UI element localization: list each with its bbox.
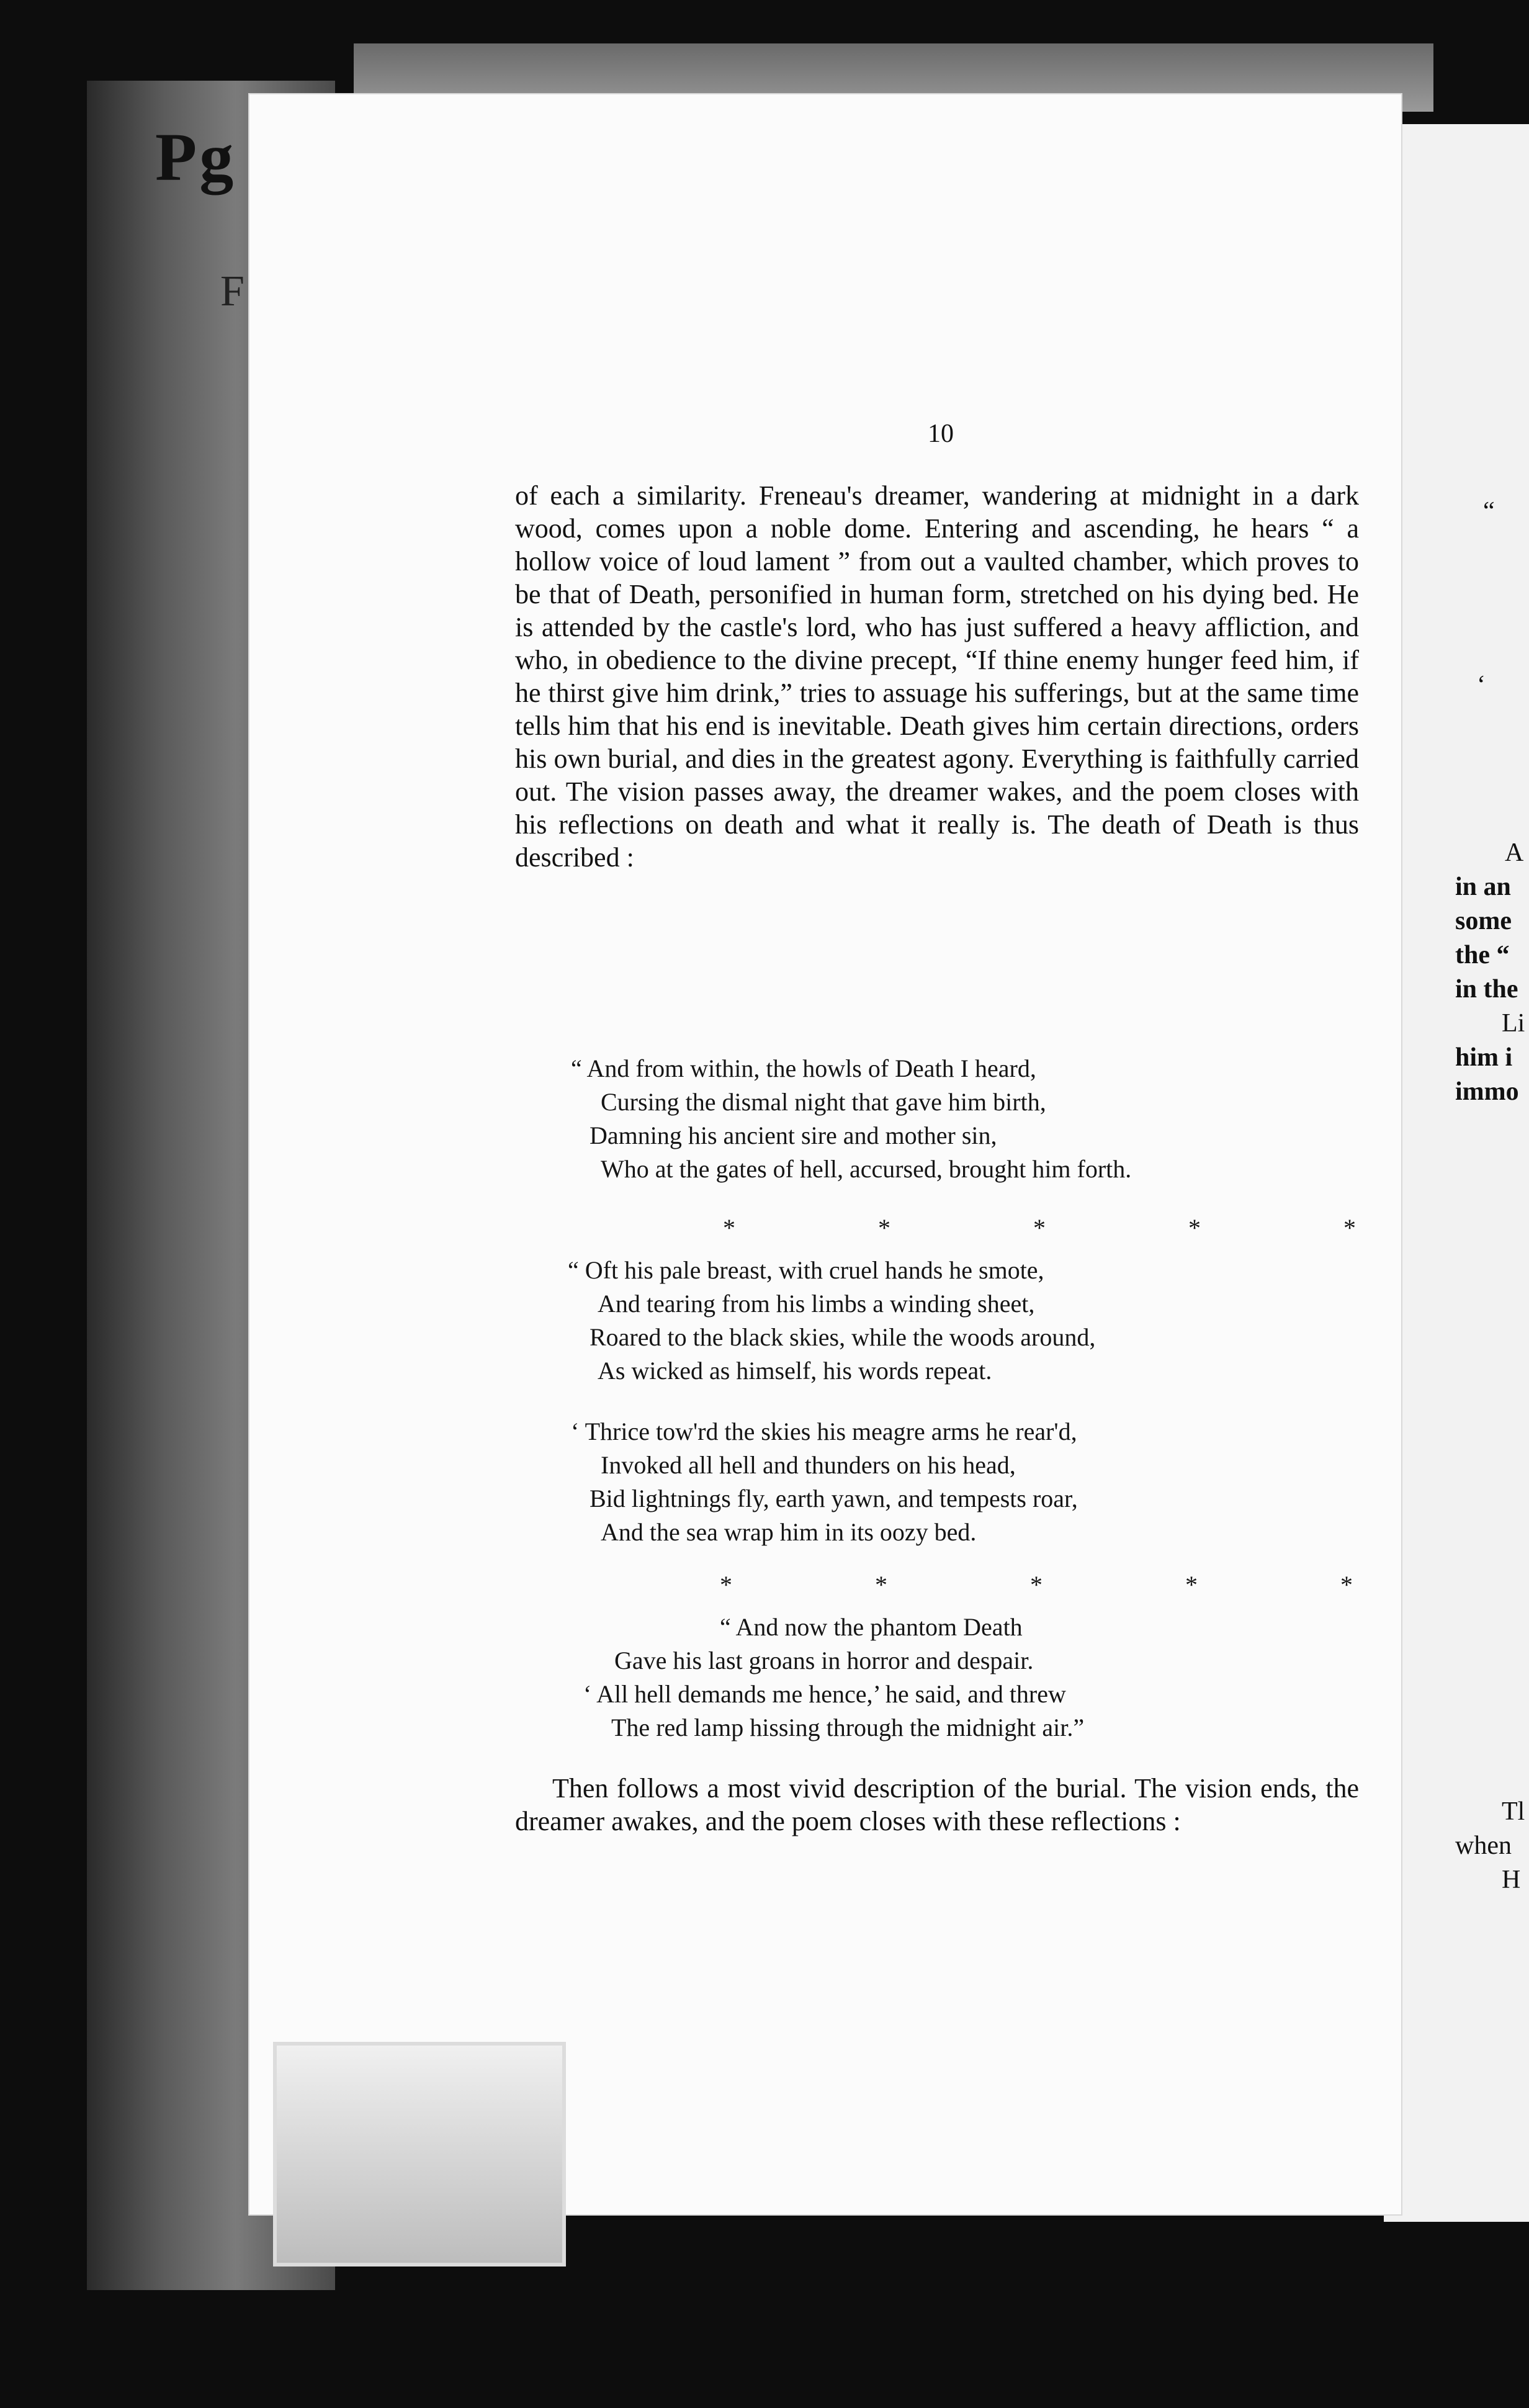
verse-line: Invoked all hell and thunders on his head, — [601, 1451, 1016, 1479]
page-number: 10 — [928, 420, 954, 448]
adjacent-fragment: H — [1502, 1866, 1521, 1894]
paragraph-1-text: of each a similarity. Freneau's dreamer, wandering at midnight in a dark wood, comes upon a noble dome. Entering and ascending, he hears “ a hollow voice of loud lament ” from out a vaulted chamber, which proves to be that of Death, personified in human form, stretched on his dying bed. He is attended by the castle's lord, who has just suffered a heavy affliction, and who, in obedience to the divine precept, “If thine enemy hunger feed him, if he thirst give him drink,” tries to assuage his sufferings, but at the same time tells him that his end is inevitable. Death gives him certain directions, orders his own burial, and dies in the greatest agony. Everything is faithfully carried out. The vision passes away, the dreamer wakes, and the poem closes with his reflections on death and what it really is. The death of Death is thus described : — [515, 480, 1359, 873]
verse-line: And tearing from his limbs a winding sheet, — [598, 1290, 1035, 1318]
verse-line: “ And from within, the howls of Death I heard, — [571, 1054, 1036, 1082]
adjacent-fragment: him i — [1455, 1043, 1513, 1072]
spine-label: Pg — [155, 119, 236, 195]
adjacent-fragment: ‘ — [1477, 671, 1486, 699]
stanza-2 — [568, 1254, 1095, 1388]
adjacent-fragment: in an — [1455, 873, 1511, 901]
verse-line: “ Oft his pale breast, with cruel hands he smote, — [568, 1256, 1044, 1284]
verse-line: Roared to the black skies, while the woods around, — [590, 1323, 1096, 1351]
adjacent-fragment: A — [1505, 838, 1524, 867]
paragraph-2-text: Then follows a most vivid description of the burial. The vision ends, the dreamer awakes, and the poem closes with these reflections : — [515, 1773, 1359, 1836]
adjacent-fragment: in the — [1455, 975, 1518, 1004]
adjacent-fragment: immo — [1455, 1077, 1519, 1106]
spine-label-2: F — [220, 267, 244, 315]
adjacent-fragment: some — [1455, 907, 1512, 935]
verse-line: Gave his last groans in horror and despair. — [614, 1647, 1034, 1674]
adjacent-fragment: Tl — [1502, 1797, 1525, 1826]
verse-line: Damning his ancient sire and mother sin, — [590, 1121, 997, 1149]
verse-line: Cursing the dismal night that gave him birth, — [601, 1088, 1046, 1116]
verse-line: Bid lightnings fly, earth yawn, and tempests roar, — [590, 1485, 1078, 1512]
verse-line: As wicked as himself, his words repeat. — [598, 1357, 992, 1385]
adjacent-page — [1384, 124, 1529, 2222]
verse-line: Who at the gates of hell, accursed, brought him forth. — [601, 1155, 1132, 1183]
adjacent-fragment: the “ — [1455, 941, 1510, 969]
stanza-4 — [583, 1611, 1084, 1745]
paragraph-1 — [515, 479, 1359, 874]
paragraph-2 — [515, 1772, 1359, 1838]
stanza-3 — [571, 1415, 1078, 1549]
verse-line: “ And now the phantom Death — [720, 1613, 1023, 1641]
adjacent-fragment: Li — [1502, 1009, 1525, 1038]
verse-line: The red lamp hissing through the midnight air.” — [611, 1714, 1085, 1741]
section-stars-1: * * * * * — [723, 1214, 1424, 1242]
adjacent-fragment: when — [1455, 1831, 1512, 1860]
section-stars-2: * * * * * — [720, 1571, 1421, 1599]
verse-line: ‘ Thrice tow'rd the skies his meagre arms he rear'd, — [571, 1417, 1077, 1445]
verse-line: ‘ All hell demands me hence,’ he said, and threw — [583, 1680, 1066, 1708]
scan-clip — [273, 2042, 566, 2266]
stanza-1 — [571, 1052, 1131, 1186]
adjacent-fragment: “ — [1483, 497, 1495, 526]
verse-line: And the sea wrap him in its oozy bed. — [601, 1518, 977, 1546]
